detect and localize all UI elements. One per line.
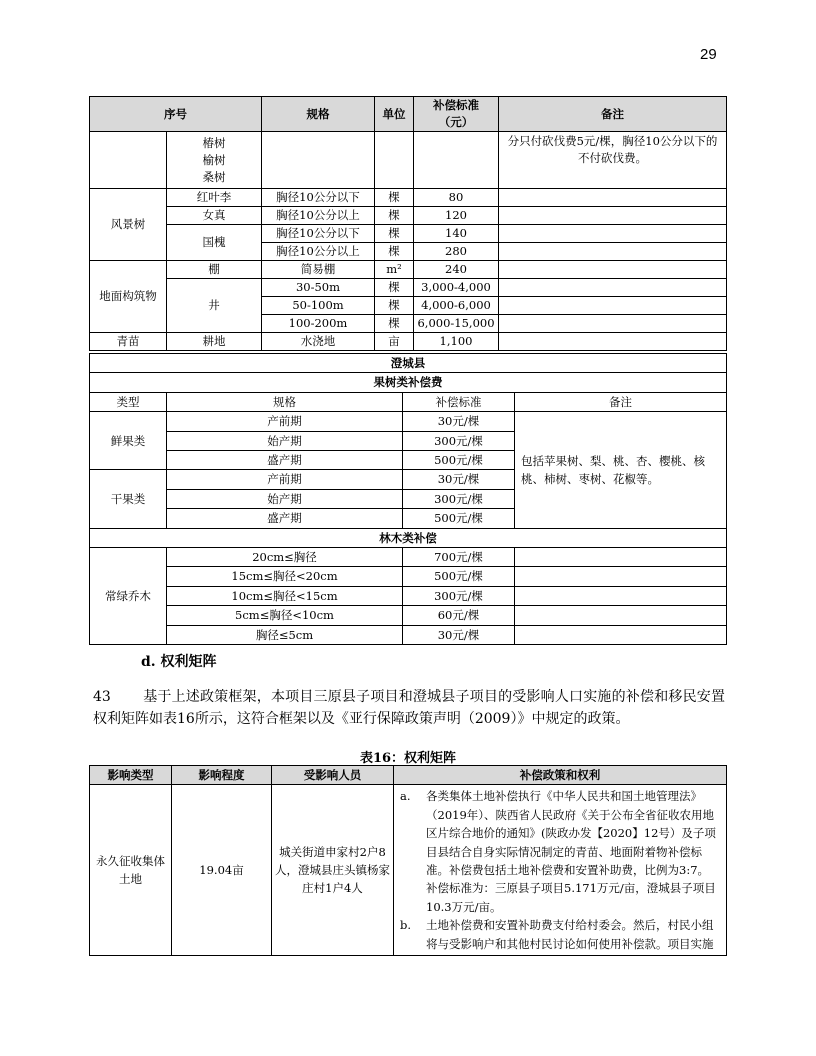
value: 30元/棵 xyxy=(403,412,515,431)
unit: 棵 xyxy=(375,207,414,225)
policy-cell xyxy=(394,785,727,956)
header-standard: 补偿标准 xyxy=(403,392,515,411)
unit: 棵 xyxy=(375,189,414,207)
ground-label: 地面构筑物 xyxy=(90,261,167,333)
item-marker: b. xyxy=(400,918,412,933)
section-heading: d. 权利矩阵 xyxy=(141,654,217,670)
county-title: 澄城县 xyxy=(90,354,727,373)
compensation-table-1 xyxy=(89,96,727,351)
value: 30元/棵 xyxy=(403,625,515,644)
item-marker: a. xyxy=(400,789,411,804)
tree-note: 分只付砍伐费5元/棵，胸径10公分以下的不付砍伐费。 xyxy=(499,132,727,189)
fresh-label: 鲜果类 xyxy=(90,412,167,470)
spec: 20cm≤胸径 xyxy=(167,548,403,567)
spec: 水浇地 xyxy=(262,333,375,351)
entitlement-matrix-table xyxy=(89,765,727,956)
policy-item xyxy=(400,916,720,953)
value: 1,100 xyxy=(414,333,499,351)
value: 140 xyxy=(414,225,499,243)
shed-name: 棚 xyxy=(167,261,262,279)
value: 300元/棵 xyxy=(403,586,515,605)
unit: 棵 xyxy=(375,243,414,261)
spec: 50-100m xyxy=(262,297,375,315)
spec: 始产期 xyxy=(167,431,403,450)
value: 80 xyxy=(414,189,499,207)
value: 500元/棵 xyxy=(403,509,515,528)
spec: 5cm≤胸径<10cm xyxy=(167,606,403,625)
unit: 棵 xyxy=(375,279,414,297)
value: 280 xyxy=(414,243,499,261)
fruit-title: 果树类补偿费 xyxy=(90,373,727,392)
crop-name: 耕地 xyxy=(167,333,262,351)
spec: 产前期 xyxy=(167,470,403,489)
affected-people: 城关街道申家村2户8人，澄城县庄头镇杨家庄村1户4人 xyxy=(272,785,394,956)
evergreen-label: 常绿乔木 xyxy=(90,548,167,645)
spec: 30-50m xyxy=(262,279,375,297)
header-policy: 补偿政策和权利 xyxy=(394,766,727,785)
value: 700元/棵 xyxy=(403,548,515,567)
header-note: 备注 xyxy=(515,392,727,411)
impact-degree: 19.04亩 xyxy=(172,785,272,956)
item-text: 各类集体土地补偿执行《中华人民共和国土地管理法》（2019年）、陕西省人民政府《关于公布全省征收农用地区片综合地价的通知》(陕政办发【2020】12号）及子项目县结合自身实际情况制定的青苗、地面附着物补偿标准。补偿费包括土地补偿费和安置补助费，比例为3:7。补偿标准为：三原县子项目5.171万元/亩，澄城县子项目10.3万元/亩。 xyxy=(426,789,716,914)
header-affected-people: 受影响人员 xyxy=(272,766,394,785)
value: 240 xyxy=(414,261,499,279)
value: 300元/棵 xyxy=(403,431,515,450)
spec: 胸径10公分以下 xyxy=(262,189,375,207)
tree-names: 椿树 榆树 桑树 xyxy=(167,132,262,189)
header-spec: 规格 xyxy=(262,97,375,132)
policy-item xyxy=(400,787,720,916)
value: 300元/棵 xyxy=(403,489,515,508)
value: 500元/棵 xyxy=(403,567,515,586)
paragraph-number: 43 xyxy=(93,689,111,705)
tree-name: 国槐 xyxy=(167,225,262,261)
item-text: 土地补偿费和安置补助费支付给村委会。然后，村民小组将与受影响户和其他村民讨论如何使用补偿款。项目实施 xyxy=(426,918,714,951)
header-impact-degree: 影响程度 xyxy=(172,766,272,785)
spec: 100-200m xyxy=(262,315,375,333)
value: 120 xyxy=(414,207,499,225)
compensation-table-2 xyxy=(89,353,727,645)
spec: 始产期 xyxy=(167,489,403,508)
spec: 胸径10公分以上 xyxy=(262,207,375,225)
spec: 简易棚 xyxy=(262,261,375,279)
value: 3,000-4,000 xyxy=(414,279,499,297)
fruit-note: 包括苹果树、梨、桃、杏、樱桃、核桃、柿树、枣树、花椒等。 xyxy=(515,412,727,528)
header-impact-type: 影响类型 xyxy=(90,766,172,785)
spec: 胸径≤5cm xyxy=(167,625,403,644)
page-number: 29 xyxy=(700,46,717,63)
value: 30元/棵 xyxy=(403,470,515,489)
paragraph-43 xyxy=(93,686,725,730)
tree-name: 女真 xyxy=(167,207,262,225)
crop-label: 青苗 xyxy=(90,333,167,351)
header-unit: 单位 xyxy=(375,97,414,132)
table-caption: 表16：权利矩阵 xyxy=(359,751,457,766)
tree-name: 红叶李 xyxy=(167,189,262,207)
value: 6,000-15,000 xyxy=(414,315,499,333)
value: 4,000-6,000 xyxy=(414,297,499,315)
spec: 15cm≤胸径<20cm xyxy=(167,567,403,586)
dry-label: 干果类 xyxy=(90,470,167,528)
forest-title: 林木类补偿 xyxy=(90,528,727,547)
paragraph-text: 基于上述政策框架，本项目三原县子项目和澄城县子项目的受影响人口实施的补偿和移民安置权利矩阵如表16所示，这符合框架以及《亚行保障政策声明（2009）》中规定的政策。 xyxy=(93,689,725,727)
header-spec: 规格 xyxy=(167,392,403,411)
header-type: 类型 xyxy=(90,392,167,411)
unit: 亩 xyxy=(375,333,414,351)
header-note: 备注 xyxy=(499,97,727,132)
scenic-label: 风景树 xyxy=(90,189,167,261)
cell-empty xyxy=(90,132,167,189)
spec: 盛产期 xyxy=(167,451,403,470)
header-seq: 序号 xyxy=(90,97,262,132)
value: 60元/棵 xyxy=(403,606,515,625)
unit: m² xyxy=(375,261,414,279)
spec: 胸径10公分以下 xyxy=(262,225,375,243)
unit: 棵 xyxy=(375,315,414,333)
impact-type: 永久征收集体土地 xyxy=(90,785,172,956)
spec: 产前期 xyxy=(167,412,403,431)
spec: 胸径10公分以上 xyxy=(262,243,375,261)
unit: 棵 xyxy=(375,297,414,315)
unit: 棵 xyxy=(375,225,414,243)
value: 500元/棵 xyxy=(403,451,515,470)
spec: 盛产期 xyxy=(167,509,403,528)
spec: 10cm≤胸径<15cm xyxy=(167,586,403,605)
well-name: 井 xyxy=(167,279,262,333)
header-standard: 补偿标准 （元） xyxy=(414,97,499,132)
